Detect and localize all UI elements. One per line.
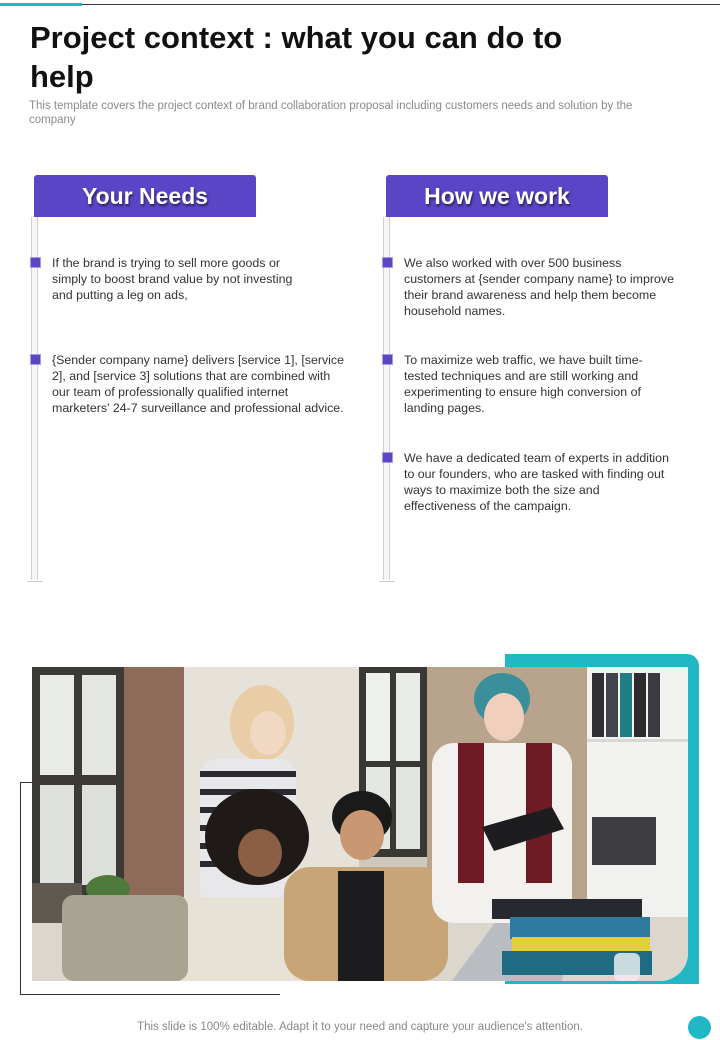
bullet-square-icon: [382, 452, 393, 463]
top-divider-line: [82, 4, 720, 5]
your-needs-rail-foot: [27, 581, 43, 582]
bullet-square-icon: [30, 257, 41, 268]
your-needs-heading: Your Needs: [34, 175, 256, 217]
bullet-square-icon: [382, 257, 393, 268]
team-meeting-photo: [32, 667, 688, 981]
footer-note: This slide is 100% editable. Adapt it to your need and capture your audience's attention.: [137, 1021, 583, 1033]
work-item-1: We also worked with over 500 business customers at {sender company name} to improve their brand awareness and help them become household names.: [404, 256, 674, 318]
page-title: Project context : what you can do to help: [30, 20, 563, 94]
how-we-work-timeline-rail: [383, 217, 390, 580]
top-accent-line: [0, 3, 82, 6]
your-needs-timeline-rail: [31, 217, 38, 580]
needs-item-1: If the brand is trying to sell more goods or simply to boost brand value by not investing and putting a leg on ads,: [52, 256, 293, 302]
bullet-square-icon: [382, 354, 393, 365]
photo-frame-tick: [20, 782, 32, 783]
bullet-square-icon: [30, 354, 41, 365]
footer-teal-dot: [688, 1016, 711, 1039]
needs-item-2: {Sender company name} delivers [service 1], [service 2], and [service 3] solutions that are combined with our team of professionally qualified internet marketers' 24-7 surveillance and professional advice.: [52, 353, 345, 415]
page-subtitle: This template covers the project context of brand collaboration proposal including customers needs and solution by the company: [29, 100, 633, 126]
how-we-work-heading: How we work: [386, 175, 608, 217]
work-item-2: To maximize web traffic, we have built time-tested techniques and are still working and experimenting to ensure high conversion of landing pages.: [404, 353, 643, 415]
work-item-3: We have a dedicated team of experts in addition to our founders, who are tasked with finding out ways to maximize both the size and effectiveness of the campaign.: [404, 451, 669, 513]
how-we-work-rail-foot: [379, 581, 395, 582]
